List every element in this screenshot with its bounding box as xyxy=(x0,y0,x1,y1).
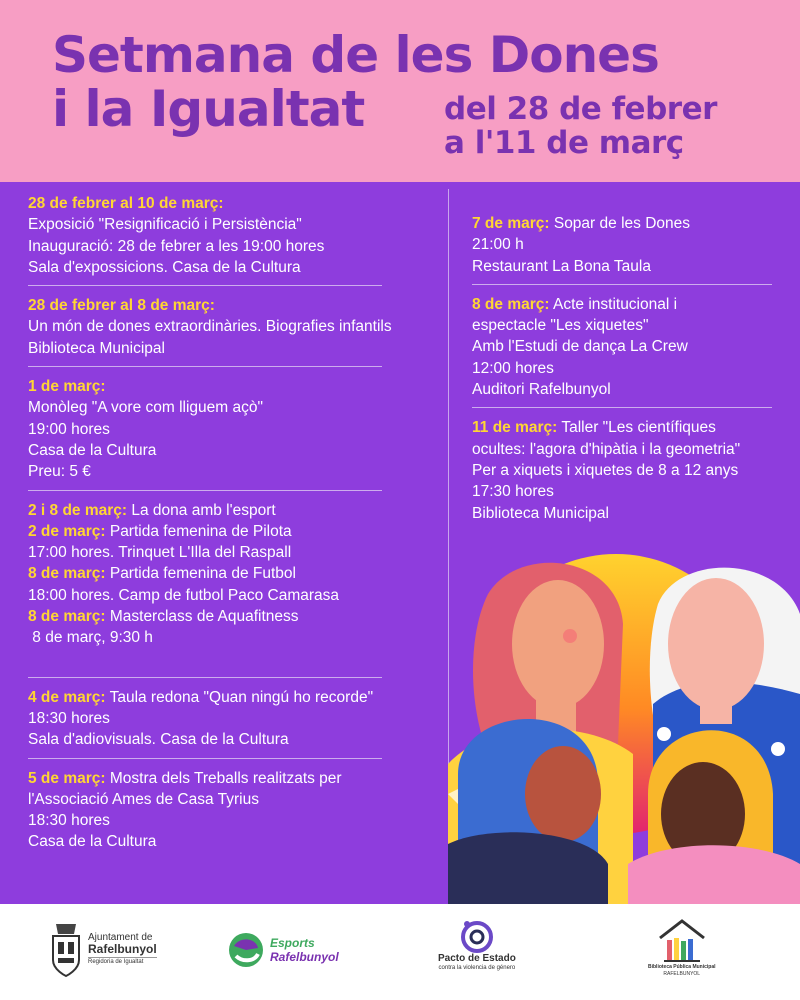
woman-blue-hijab xyxy=(448,719,608,904)
event-line: Per a xiquets i xiquetes de 8 a 12 anys xyxy=(472,461,739,479)
divider xyxy=(28,366,382,367)
event-line: Sala d'expossicions. Casa de la Cultura xyxy=(28,258,301,276)
title-line-2: i la Igualtat xyxy=(52,80,365,138)
event-text: 8 de març, 9:30 h xyxy=(28,629,153,647)
title-line-1: Setmana de les Dones xyxy=(52,26,659,84)
event-line: 18:30 hores xyxy=(28,709,110,727)
event-date: 2 de març: xyxy=(28,522,106,540)
event-text: Taula redona "Quan ningú ho recorde" xyxy=(105,688,374,706)
event-line: 21:00 h xyxy=(472,236,524,254)
event-text: Masterclass de Aquafitness xyxy=(105,608,299,626)
event-line: 18:30 hores xyxy=(28,812,110,830)
divider xyxy=(28,490,382,491)
event-monoleg xyxy=(28,376,418,482)
event-text: 17:00 hores. Trinquet L'Illa del Raspall xyxy=(28,544,292,562)
biblioteca-logo xyxy=(648,918,716,978)
ajuntament-line-3: Regidoria de Igualtat xyxy=(88,957,157,966)
ajuntament-line-1: Ajuntament de xyxy=(88,931,153,943)
event-text: Sopar de les Dones xyxy=(549,215,690,232)
event-acte-institucional xyxy=(472,294,792,400)
biblioteca-line-1: Biblioteca Pública Municipal xyxy=(648,964,716,970)
esports-logo xyxy=(226,930,339,970)
event-esport xyxy=(28,500,418,649)
divider xyxy=(472,407,772,408)
esports-icon xyxy=(226,930,266,970)
event-line: espectacle "Les xiquetes" xyxy=(472,317,649,335)
event-line: Biblioteca Municipal xyxy=(28,339,165,357)
divider xyxy=(28,758,382,759)
event-text: La dona amb l'esport xyxy=(127,501,276,519)
event-biografies xyxy=(28,295,418,359)
event-text: Mostra dels Treballs realitzats per xyxy=(105,769,342,787)
event-text: Acte institucional i xyxy=(549,295,678,313)
event-date: 28 de febrer al 8 de març: xyxy=(28,297,215,315)
divider xyxy=(28,677,382,678)
library-house-icon xyxy=(656,918,708,964)
ajuntament-logo xyxy=(50,920,157,978)
event-line: l'Associació Ames de Casa Tyrius xyxy=(28,790,259,808)
event-line: 12:00 hores xyxy=(472,359,554,377)
event-line: Monòleg "A vore com lliguem açò" xyxy=(28,399,264,417)
event-taller xyxy=(472,417,792,523)
header-banner xyxy=(0,0,800,182)
event-date: 8 de març: xyxy=(472,295,550,313)
dates-line-2: a l'11 de març xyxy=(444,125,684,161)
ajuntament-line-2: Rafelbunyol xyxy=(88,941,157,956)
divider xyxy=(472,284,772,285)
event-date: 28 de febrer al 10 de març: xyxy=(28,195,224,212)
pacto-line-2: contra la violencia de género xyxy=(438,965,516,971)
event-line: Preu: 5 € xyxy=(28,463,91,481)
program-right-column xyxy=(472,213,792,524)
event-line: Auditori Rafelbunyol xyxy=(472,381,611,399)
event-date: 2 i 8 de març: xyxy=(28,501,128,519)
event-dates xyxy=(444,92,717,160)
event-date: 4 de març: xyxy=(28,688,106,706)
dates-line-1: del 28 de febrer xyxy=(444,91,717,127)
event-line: 19:00 hores xyxy=(28,420,110,438)
event-mostra xyxy=(28,768,418,853)
event-line: Inauguració: 28 de febrer a les 19:00 hores xyxy=(28,237,325,255)
event-date: 7 de març: xyxy=(472,215,550,232)
event-line: Exposició "Resignificació i Persistència" xyxy=(28,216,302,234)
esports-line-2: Rafelbunyol xyxy=(270,950,339,964)
event-date: 1 de març: xyxy=(28,378,106,396)
event-exposicio xyxy=(28,193,418,278)
pacto-logo xyxy=(438,920,516,972)
event-date: 8 de març: xyxy=(28,608,106,626)
program-left-column xyxy=(28,193,418,853)
event-line: Sala d'adiovisuals. Casa de la Cultura xyxy=(28,731,289,749)
event-line: Biblioteca Municipal xyxy=(472,504,609,522)
divider xyxy=(28,285,382,286)
event-date: 11 de març: xyxy=(472,419,558,437)
event-taula-redona xyxy=(28,687,418,751)
event-line: 17:30 hores xyxy=(472,483,554,501)
footer-logos xyxy=(0,904,800,1000)
event-date: 5 de març: xyxy=(28,769,106,787)
women-illustration xyxy=(448,544,800,904)
pacto-line-1: Pacto de Estado xyxy=(438,953,516,964)
pacto-icon xyxy=(459,920,495,954)
event-line: Restaurant La Bona Taula xyxy=(472,257,651,275)
event-line: Amb l'Estudi de dança La Crew xyxy=(472,338,688,356)
event-date: 8 de març: xyxy=(28,565,106,583)
event-sopar xyxy=(472,213,792,277)
event-line: Casa de la Cultura xyxy=(28,833,157,851)
event-line: Casa de la Cultura xyxy=(28,441,157,459)
esports-line-1: Esports xyxy=(270,936,315,950)
event-line: ocultes: l'agora d'hipàtia i la geometria" xyxy=(472,440,741,458)
event-line: Un món de dones extraordinàries. Biografies infantils xyxy=(28,318,392,336)
event-text: Partida femenina de Pilota xyxy=(105,522,292,540)
event-text: Partida femenina de Futbol xyxy=(105,565,296,583)
event-text: 18:00 hores. Camp de futbol Paco Camarasa xyxy=(28,586,340,604)
coat-of-arms-icon xyxy=(50,920,82,978)
event-text: Taller "Les científiques xyxy=(557,419,716,437)
biblioteca-line-2: RAFELBUNYOL xyxy=(663,971,701,977)
